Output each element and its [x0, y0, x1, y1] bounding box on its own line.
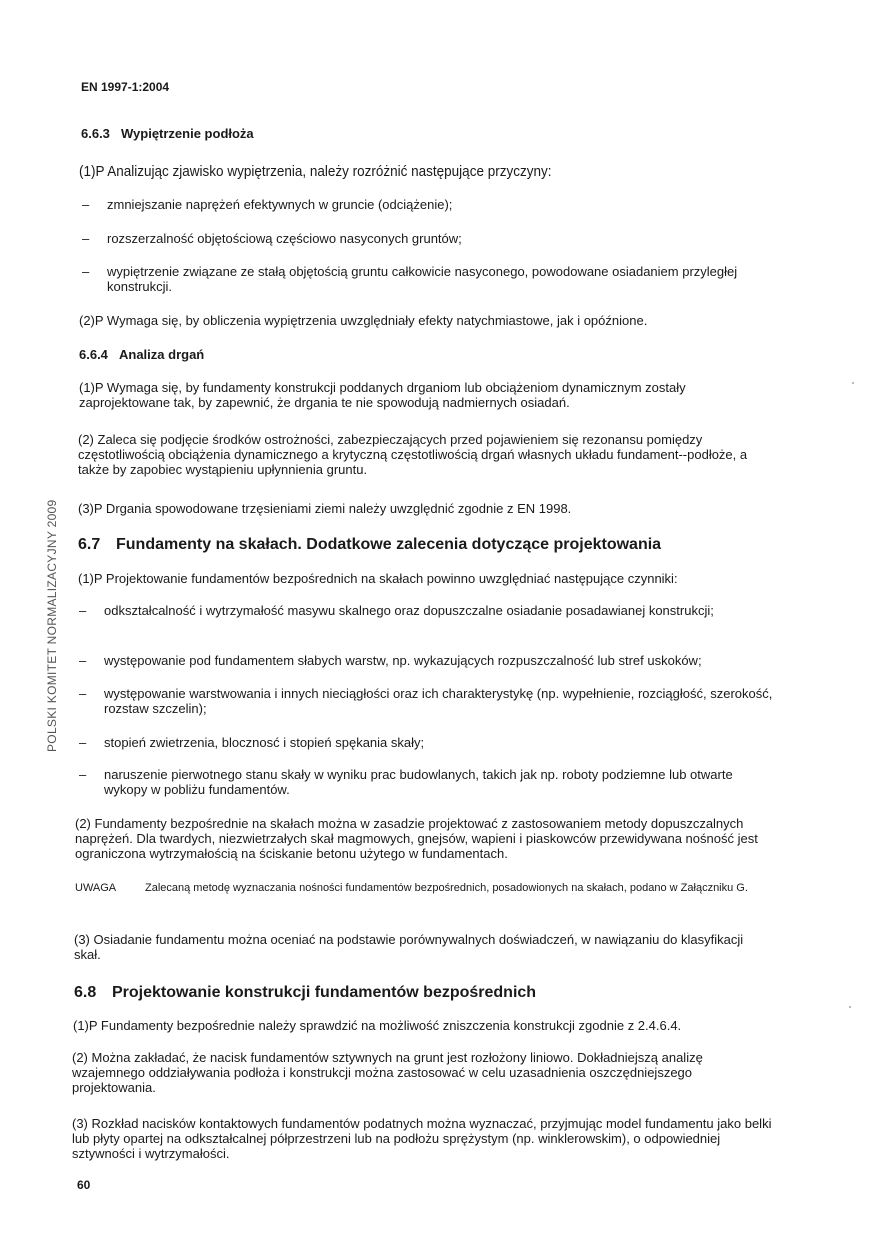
list-item: – zmniejszanie naprężeń efektywnych w gruncie (odciążenie);	[82, 197, 453, 212]
list-item: – naruszenie pierwotnego stanu skały w wyniku prac budowlanych, takich jak np. roboty podziemne lub otwarte wykopy w pobliżu fundamentów.	[79, 767, 733, 797]
list-item: – rozszerzalność objętościową częściowo nasyconych gruntów;	[82, 231, 462, 246]
paragraph: (3) Osiadanie fundamentu można oceniać na podstawie porównywalnych doświadczeń, w nawiązaniu do klasyfikacji skał.	[74, 932, 744, 962]
heading-6-6-3	[81, 126, 254, 141]
list-item: – wypiętrzenie związane ze stałą objętością gruntu całkowicie nasyconego, powodowane osiadaniem przyległej konstrukcji.	[82, 264, 738, 294]
note	[75, 882, 765, 895]
paragraph: (1)P Wymaga się, by fundamenty konstrukcji poddanych drganiom lub obciążeniom dynamicznym zostały zaprojektowane tak, by zapewnić, że drgania te nie spowodują nadmiernych osiadań.	[79, 380, 686, 410]
paragraph: (3)P Drgania spowodowane trzęsieniami ziemi należy uwzględnić zgodnie z EN 1998.	[78, 501, 572, 516]
paragraph: (1)P Projektowanie fundamentów bezpośrednich na skałach powinno uwzględniać następujące czynniki:	[78, 571, 678, 586]
heading-6-8	[74, 984, 536, 1002]
note-label: UWAGA	[75, 882, 117, 894]
list-item: – odkształcalność i wytrzymałość masywu skalnego oraz dopuszczalne osiadanie posadawianej konstrukcji;	[79, 603, 714, 618]
heading-title: Analiza drgań	[119, 347, 205, 362]
paragraph: (1)P Analizując zjawisko wypiętrzenia, należy rozróżnić następujące przyczyny:	[79, 163, 552, 180]
note-text: Zalecaną metodę wyznaczania nośności fundamentów bezpośrednich, posadowionych na skałach, podano w Załączniku G.	[145, 882, 748, 894]
scan-speck	[849, 1006, 851, 1008]
paragraph: (2) Zaleca się podjęcie środków ostrożności, zabezpieczających przed pojawieniem się rezonansu pomiędzy częstotliwością obciążenia dynamicznego a krytyczną częstotliwością drgań własnych układu fundament--podłoże, a także by zapobiec wystąpieniu upłynnienia gruntu.	[78, 432, 748, 477]
heading-number: 6.6.4	[79, 347, 108, 362]
document-id: EN 1997-1:2004	[81, 80, 170, 94]
list-item: – występowanie pod fundamentem słabych warstw, np. wykazujących rozpuszczalność lub stref uskoków;	[79, 653, 702, 668]
heading-title: Wypiętrzenie podłoża	[121, 126, 254, 141]
paragraph: (2) Fundamenty bezpośrednie na skałach można w zasadzie projektować z zastosowaniem metody dopuszczalnych naprężeń. Dla twardych, niezwietrzałych skał magmowych, gnejsów, wapieni i piaskowców przewidywana nośność jest ograniczona wytrzymałością na ściskanie betonu użytego w fundamentach.	[75, 816, 758, 861]
list-item: – stopień zwietrzenia, blocznosć i stopień spękania skały;	[79, 735, 425, 750]
heading-6-6-4	[79, 347, 204, 362]
paragraph: (2) Można zakładać, że nacisk fundamentów sztywnych na grunt jest rozłożony liniowo. Dokładniejszą analizę wzajemnego oddziaływania podłoża i konstrukcji można zastosować w celu uzasadnienia oszczędniejszego projektowania.	[72, 1050, 703, 1095]
paragraph: (3) Rozkład nacisków kontaktowych fundamentów podatnych można wyznaczać, przyjmując model fundamentu jako belki lub płyty opartej na odkształcalnej półprzestrzeni lub na podłożu sprężystym (np. winklerowskim), o odpowiedniej sztywności i wytrzymałości.	[72, 1116, 772, 1161]
scan-speck	[852, 382, 854, 384]
heading-number: 6.8	[74, 984, 97, 1001]
heading-title: Projektowanie konstrukcji fundamentów bezpośrednich	[112, 984, 537, 1001]
heading-number: 6.7	[78, 536, 101, 553]
heading-title: Fundamenty na skałach. Dodatkowe zalecenia dotyczące projektowania	[116, 536, 662, 553]
heading-number: 6.6.3	[81, 126, 110, 141]
paragraph: (2)P Wymaga się, by obliczenia wypiętrzenia uwzględniały efekty natychmiastowe, jak i opóźnione.	[79, 313, 648, 328]
paragraph: (1)P Fundamenty bezpośrednie należy sprawdzić na możliwość zniszczenia konstrukcji zgodnie z 2.4.6.4.	[73, 1018, 682, 1033]
page-number: 60	[77, 1178, 91, 1192]
heading-6-7	[78, 536, 661, 554]
sidebar-watermark: POLSKI KOMITET NORMALIZACYJNY 2009	[45, 499, 59, 752]
list-item: – występowanie warstwowania i innych nieciągłości oraz ich charakterystykę (np. wypełnienie, rozciągłość, szerokość, rozstaw szczelin);	[79, 686, 773, 716]
